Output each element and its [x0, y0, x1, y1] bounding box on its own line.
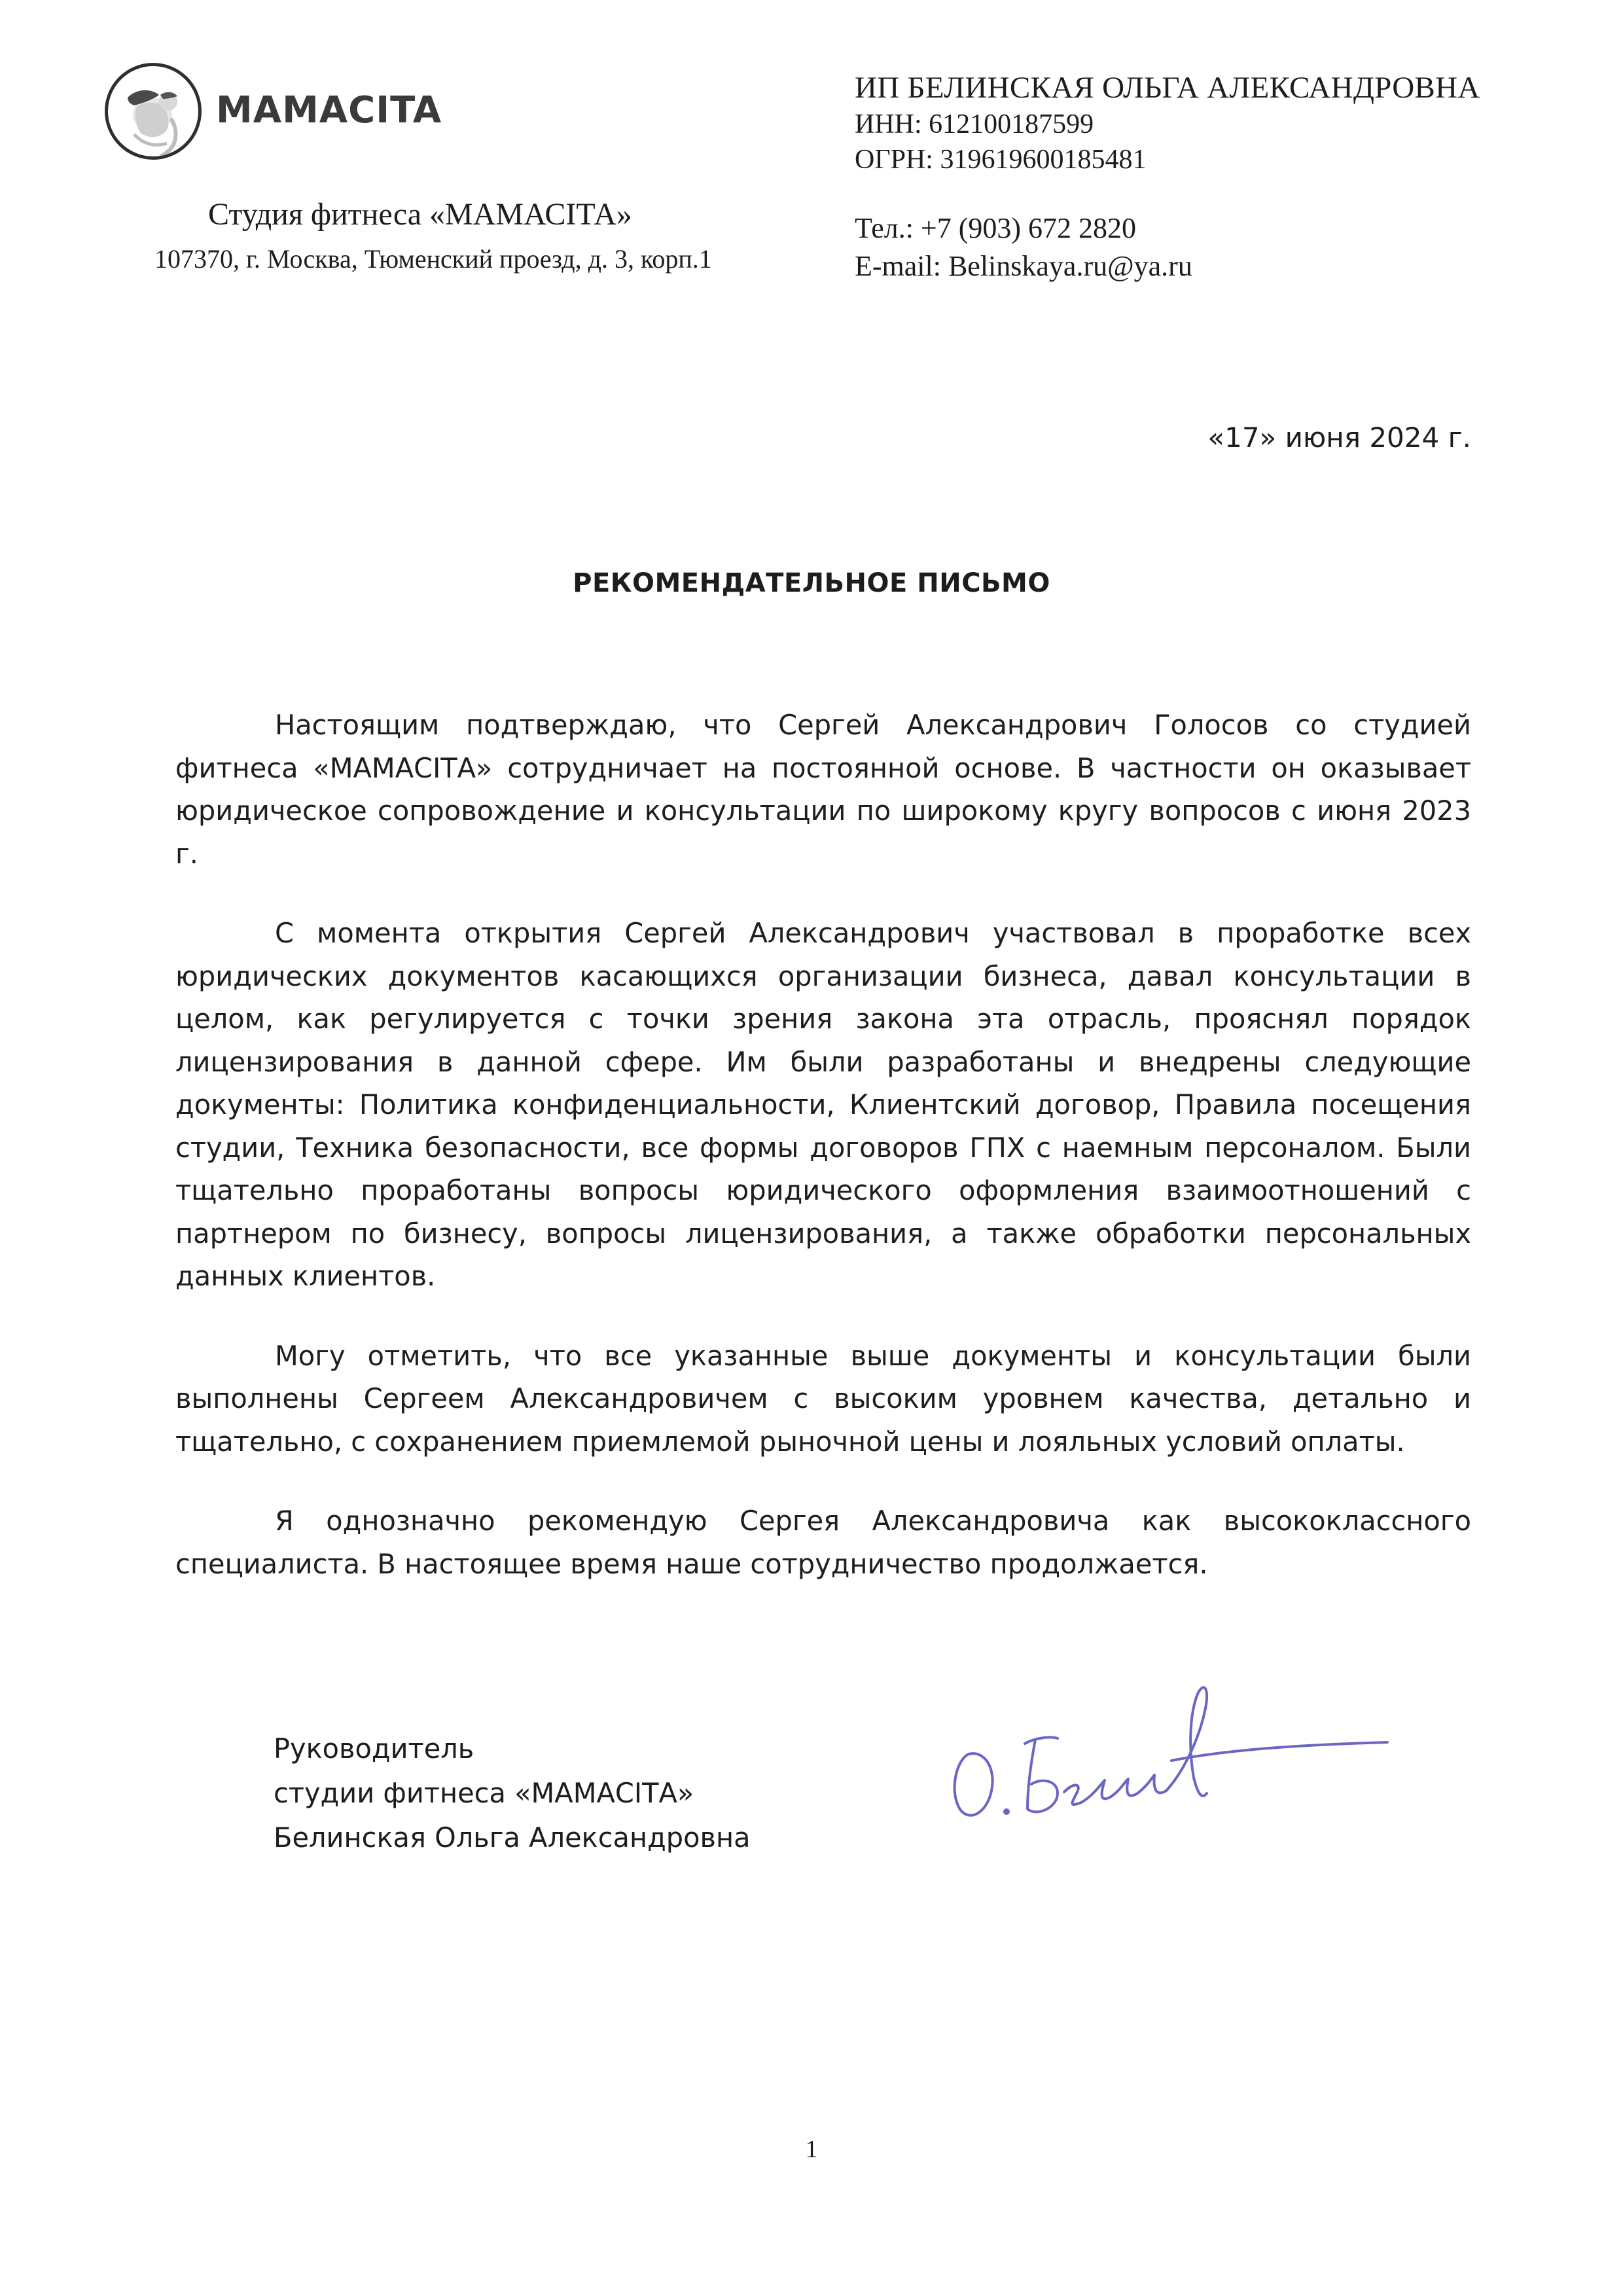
ip-requisites — [855, 68, 1480, 178]
ip-name: ИП БЕЛИНСКАЯ ОЛЬГА АЛЕКСАНДРОВНА — [855, 71, 1480, 105]
paragraph: Настоящим подтверждаю, что Сергей Александрович Голосов со студией фитнеса «МАМАСІТА» сотрудничает на постоянной основе. В частности он оказывает юридическое сопровождение и консультации по широкому кругу вопросов с июня 2023 г. — [175, 709, 1471, 870]
paragraph: С момента открытия Сергей Александрович участвовал в проработке всех юридических документов касающихся организации бизнеса, давал консультации в целом, как регулируется с точки зрения закона эта отрасль, прояснял порядок лицензирования в данной сфере. Им были разработаны и внедрены следующие документы: Политика конфиденциальности, Клиентский договор, Правила посещения студии, Техника безопасности, все формы договоров ГПХ с наемным персоналом. Были тщательно проработаны вопросы юридического оформления взаимоотношений с партнером по бизнесу, вопросы лицензирования, а также обработки персональных данных клиентов. — [175, 917, 1471, 1292]
signer-name: Белинская Ольга Александровна — [274, 1821, 751, 1854]
email: E-mail: Belinskaya.ru@ya.ru — [855, 250, 1192, 283]
company-logo — [105, 63, 471, 161]
contact-info — [855, 209, 1192, 285]
studio-name: Студия фитнеса «МАМАСІТА» — [208, 197, 632, 232]
studio-address: 107370, г. Москва, Тюменский проезд, д. 3, корп.1 — [154, 244, 712, 274]
logo-wordmark: MAMACITA — [216, 89, 442, 132]
letter-body — [175, 704, 1471, 1622]
handwritten-signature — [929, 1662, 1400, 1839]
ogrn: ОГРН: 319619600185481 — [855, 144, 1147, 175]
paragraph: Я однозначно рекомендую Сергея Александровича как высококлассного специалиста. В настоящее время наше сотрудничество продолжается. — [175, 1505, 1471, 1580]
signer-position: Руководитель — [274, 1732, 474, 1765]
logo-emblem-icon — [105, 63, 202, 160]
paragraph: Могу отметить, что все указанные выше документы и консультации были выполнены Сергеем Александровичем с высоким уровнем качества, детально и тщательно, с сохранением приемлемой рыночной цены и лояльных условий оплаты. — [175, 1339, 1471, 1458]
signer-organization: студии фитнеса «МАМАСІТА» — [274, 1777, 694, 1809]
letter-date: «17» июня 2024 г. — [1207, 422, 1471, 454]
inn: ИНН: 612100187599 — [855, 109, 1094, 140]
signature-block — [274, 1727, 751, 1860]
phone: Тел.: +7 (903) 672 2820 — [855, 212, 1137, 244]
page-number: 1 — [805, 2136, 818, 2163]
document-title: РЕКОМЕНДАТЕЛЬНОЕ ПИСЬМО — [573, 568, 1050, 598]
